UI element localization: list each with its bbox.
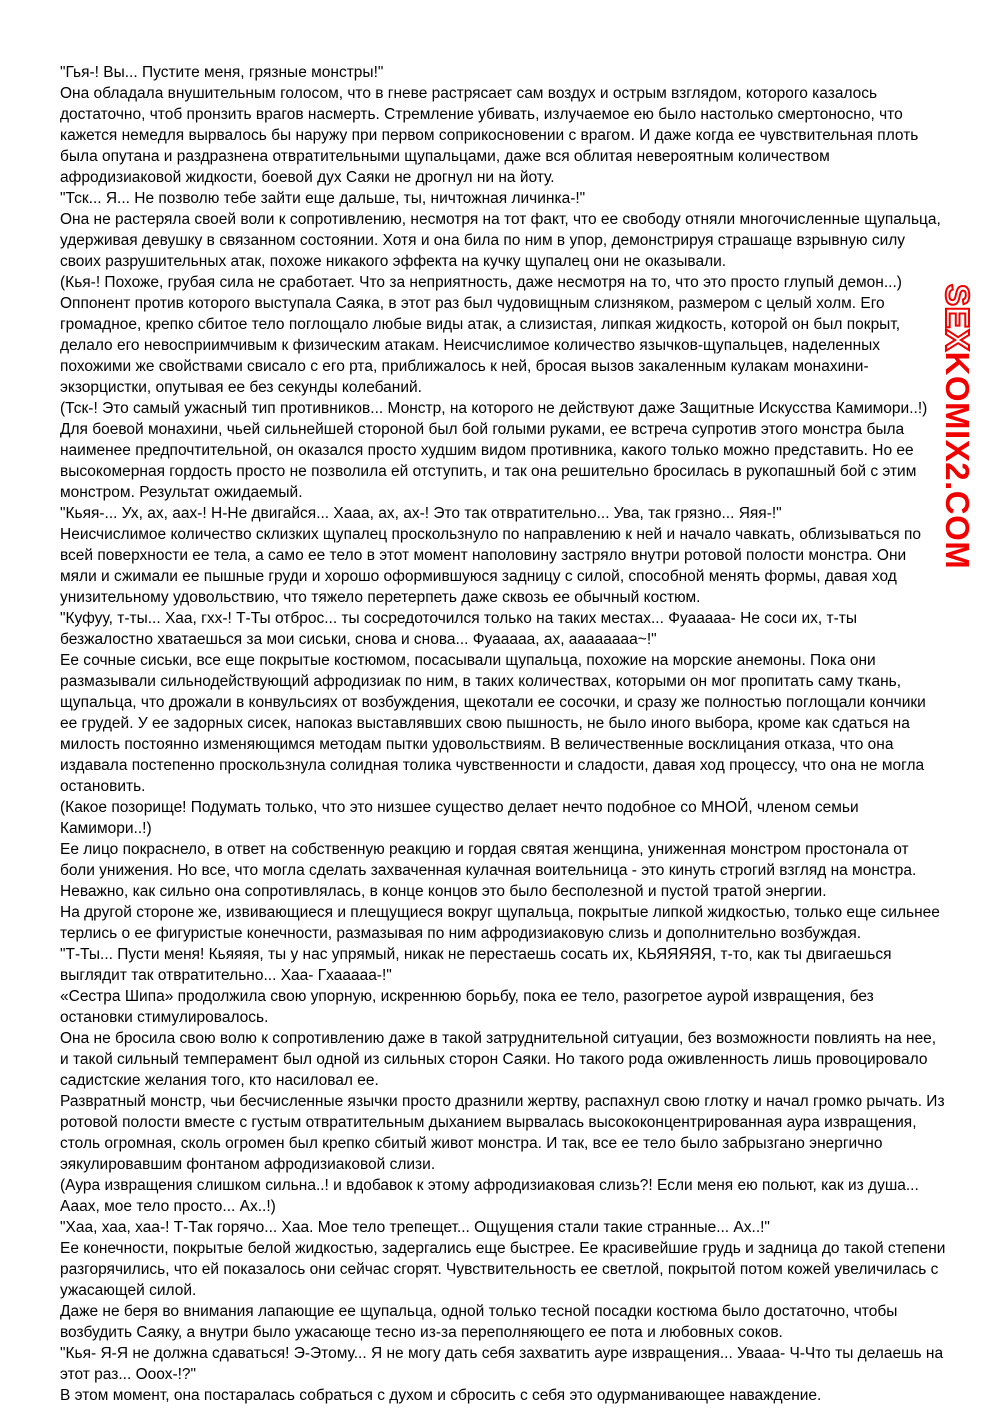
paragraph: В этом момент, она постаралась собраться с духом и сбросить с себя это одурманивающее наваждение. (60, 1387, 822, 1404)
paragraph: "Куфуу, т-ты... Хаа, гхх-! Т-Ты отброс... ты сосредоточился только на таких местах... Фуааааа- Не соси их, т-ты безжалостно хватаешься за мои сиськи, снова и снова... Фуааааа, ах, аааааааа~!" (60, 610, 858, 648)
paragraph: "Кьяя-... Ух, ах, аах-! Н-Не двигайся... Хааа, ах, ах-! Это так отвратительно... Ува, так грязно... Яяя-!" (60, 505, 782, 522)
watermark-sexkomix2 (938, 284, 976, 569)
paragraph: "Кья- Я-Я не должна сдаваться! Э-Этому... Я не могу дать себя захватить ауре извращения... Увааа- Ч-Что ты делаешь на этот раз... Ооох-!?" (60, 1345, 944, 1383)
paragraph: "Хаа, хаа, хаа-! Т-Так горячо... Хаа. Мое тело трепещет... Ощущения стали такие странные... Ах..!" (60, 1219, 770, 1236)
paragraph: "Гья-! Вы... Пустите меня, грязные монстры!" (60, 64, 384, 81)
paragraph: Ее конечности, покрытые белой жидкостью, задергались еще быстрее. Ее красивейшие грудь и задница до такой степени разгорячились, что ей показалось они сейчас сгорят. Чувствительность ее светлой, покрытой потом кожей увеличилась с ужасающей силой. (60, 1240, 946, 1299)
paragraph: Для боевой монахини, чьей сильнейшей стороной был бой голыми руками, ее встреча супротив этого монстра была наименее предпочтительной, он оказался просто худшим видом противника, какого только можно представить. Но ее высокомерная гордость просто не позволила ей отступить, и так она решительно бросилась в рукопашный бой с этим монстром. Результат ожидаемый. (60, 421, 917, 501)
paragraph: "Тск... Я... Не позволю тебе зайти еще дальше, ты, ничтожная личинка-!" (60, 190, 586, 207)
paragraph: «Сестра Шипа» продолжила свою упорную, искреннюю борьбу, пока ее тело, разогретое аурой извращения, без остановки стимулировалось. (60, 988, 874, 1026)
paragraph: Она не бросила свою волю к сопротивлению даже в такой затруднительной ситуации, без возможности повлиять на нее, и такой сильный темперамент был одной из сильных сторон Саяки. Но такого рода оживленность лишь провоцировало садистские желания того, кто насиловал ее. (60, 1030, 937, 1089)
paragraph: Ее сочные сиськи, все еще покрытые костюмом, посасывали щупальца, похожие на морские анемоны. Пока они размазывали сильнодействующий афродизиак по ним, в таких количествах, которыми он мог пропитать саму ткань, щупальца, что дрожали в конвульсиях от возбуждения, щекотали ее сосочки, и сразу же полностью поглощали кончики ее грудей. У ее задорных сисек, напоказ выставлявших свою пышность, не было иного выбора, кроме как сдаться на милость постоянно изменяющимся методам пытки удовольствиям. В величественные восклицания отказа, что она издавала постепенно проскользнула солидная толика чувственности и сладости, давая ход процессу, что она не могла остановить. (60, 652, 926, 795)
watermark-outline-text: SEX (939, 284, 976, 352)
paragraph: Ее лицо покраснело, в ответ на собственную реакцию и гордая святая женщина, униженная монстром простонала от боли унижения. Но все, что могла сделать захваченная кулачная воительница - это кинуть строгий взгляд на монстра. Неважно, как сильно она сопротивлялась, в конце концов это было бесполезной и пустой тратой энергии. (60, 841, 917, 900)
paragraph: Даже не беря во внимания лапающие ее щупальца, одной только тесной посадки костюма было достаточно, чтобы возбудить Саяку, а внутри было ужасающе тесно из-за переполняющего ее пота и любовных соков. (60, 1303, 898, 1341)
paragraph: "Т-Ты... Пусти меня! Кьяяяя, ты у нас упрямый, никак не перестаешь сосать их, КЬЯЯЯЯЯ, т-то, как ты двигаешься выглядит так отвратительно... Хаа- Гхааааа-!" (60, 946, 892, 984)
paragraph: (Какое позорище! Подумать только, что это низшее существо делает нечто подобное со МНОЙ, членом семьи Камимори..!) (60, 799, 859, 837)
paragraph: (Аура извращения слишком сильна..! и вдобавок к этому афродизиаковая слизь?! Если меня ею польют, как из душа... Ааах, мое тело просто... Ах..!) (60, 1177, 919, 1215)
watermark-solid-text: KOMIX2.COM (939, 351, 976, 570)
paragraph: (Тск-! Это самый ужасный тип противников... Монстр, на которого не действуют даже Защитные Искусства Камимори..!) (60, 400, 928, 417)
story-text (60, 62, 946, 1406)
paragraph: На другой стороне же, извивающиеся и плещущиеся вокруг щупальца, покрытые липкой жидкостью, только еще сильнее терлись о ее фигуристые конечности, размазывая по ним афродизиаковую слизь и дополнительно возбуждая. (60, 904, 940, 942)
paragraph: Она обладала внушительным голосом, что в гневе растрясает сам воздух и острым взглядом, которого казалось достаточно, чтоб пронзить врагов насмерть. Стремление убивать, излучаемое ею было настолько смертоносно, что кажется немедля вырвалось бы наружу при первом соприкосновении с врагом. И даже когда ее чувствительная плоть была опутана и раздразнена отвратительными щупальцами, даже вся облитая невероятным количеством афродизиаковой жидкости, боевой дух Саяки не дрогнул ни на йоту. (60, 85, 919, 186)
paragraph: Оппонент против которого выступала Саяка, в этот раз был чудовищным слизняком, размером с целый холм. Его громадное, крепко сбитое тело поглощало любые виды атак, а слизистая, липкая жидкость, которой он был покрыт, делало его невосприимчивым к физическим атакам. Неисчислимое количество язычков-щупальцев, наделенных похожими же свойствами свисало с его рта, приближалось к ней, бросая вызов закаленным кулакам монахини-экзорцистки, опутывая ее без секунды колебаний. (60, 295, 901, 396)
paragraph: (Кья-! Похоже, грубая сила не сработает. Что за неприятность, даже несмотря на то, что это просто глупый демон...) (60, 274, 902, 291)
paragraph: Развратный монстр, чьи бесчисленные язычки просто дразнили жертву, распахнул свою глотку и начал громко рычать. Из ротовой полости вместе с густым отвратительным дыханием вырвалась высококонцентрированная аура извращения, столь огромная, сколь огромен был крепко сбитый живот монстра. И так, все ее тело было забрызгано энергично эякулировавшим фонтаном афродизиаковой слизи. (60, 1093, 945, 1173)
paragraph: Неисчислимое количество склизких щупалец проскользнуло по направлению к ней и начало чавкать, облизываться по всей поверхности ее тела, а само ее тело в этот момент наполовину застряло внутри ротовой полости монстра. Они мяли и сжимали ее пышные груди и хорошо оформившуюся задницу с силой, способной менять формы, давая ход унизительному удовольствию, что тяжело перетерпеть даже сквозь ее обычный костюм. (60, 526, 921, 606)
paragraph: Она не растеряла своей воли к сопротивлению, несмотря на тот факт, что ее свободу отняли многочисленные щупальца, удерживая девушку в связанном состоянии. Хотя и она била по ним в упор, демонстрируя страшаще взрывную силу своих разрушительных атак, похоже никакого эффекта на кучку щупалец они не оказывали. (60, 211, 941, 270)
